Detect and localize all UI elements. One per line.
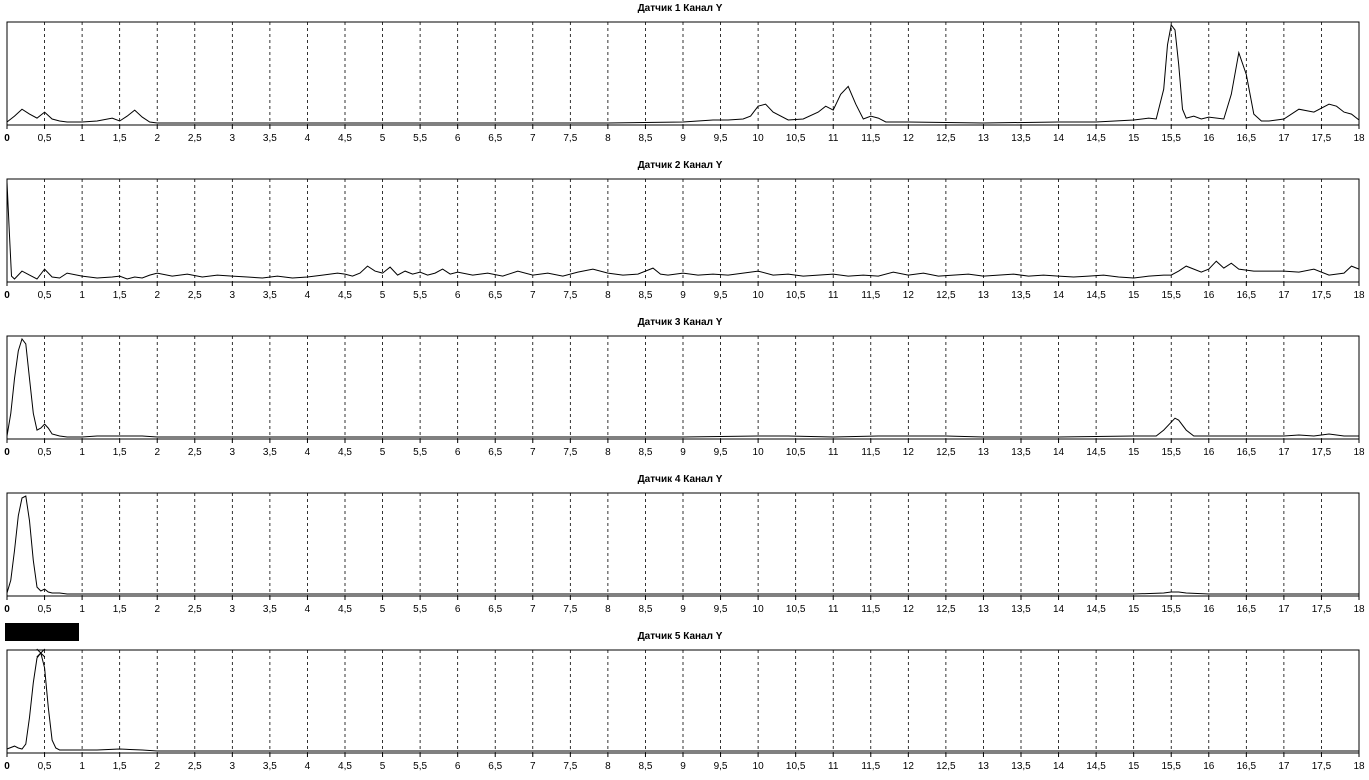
panel-2-x-tick-label: 17 — [1278, 290, 1290, 301]
panel-4-x-tick-label: 7,5 — [563, 604, 578, 615]
panel-1-x-tick-label: 11,5 — [861, 133, 881, 144]
panel-3-x-tick-label: 17,5 — [1311, 447, 1332, 458]
panel-5-x-tick-label: 9,5 — [713, 761, 728, 772]
panel-5-x-tick-label: 8,5 — [638, 761, 653, 772]
panel-2-x-tick-label: 12 — [902, 290, 914, 301]
panel-5-x-tick-label: 3,5 — [262, 761, 277, 772]
panel-5-x-tick-label: 18 — [1353, 761, 1365, 772]
panel-1-x-tick-label: 15 — [1128, 133, 1140, 144]
panel-1-x-tick-label: 6 — [454, 133, 461, 144]
panel-4-x-tick-label: 3,5 — [262, 604, 277, 615]
panel-5-x-tick-label: 14,5 — [1086, 761, 1106, 772]
panel-3-x-tick-label: 18 — [1353, 447, 1365, 458]
panel-4-plot-frame — [7, 493, 1359, 596]
panel-5-x-tick-label: 8 — [605, 761, 611, 772]
panel-1-x-tick-label: 14 — [1052, 133, 1065, 144]
panel-4-x-tick-label: 5,5 — [413, 604, 428, 615]
panel-2-x-tick-label: 10,5 — [785, 290, 806, 301]
panel-2-title: Датчик 2 Канал Y — [637, 160, 723, 171]
panel-1-x-tick-label: 12 — [902, 133, 914, 144]
panel-5-x-tick-label: 4 — [304, 761, 311, 772]
panel-2-x-tick-label: 15 — [1128, 290, 1140, 301]
panel-4-x-tick-label: 2 — [154, 604, 161, 615]
panel-3-x-tick-label: 13 — [977, 447, 990, 458]
panel-5-x-tick-label: 12,5 — [936, 761, 956, 772]
panel-5-plot-frame — [7, 650, 1359, 753]
panel-1-x-tick-label: 2 — [154, 133, 161, 144]
panel-1-x-tick-label: 4,5 — [338, 133, 352, 144]
panel-1-x-tick-label: 7 — [529, 133, 536, 144]
panel-1-x-tick-label: 4 — [304, 133, 311, 144]
panel-2-x-tick-label: 9 — [680, 290, 686, 301]
panel-5-x-tick-label: 11 — [828, 761, 839, 772]
panel-5-x-tick-label: 16,5 — [1236, 761, 1257, 772]
panel-4-x-tick-label: 13 — [977, 604, 990, 615]
panel-1-x-tick-label: 13,5 — [1011, 133, 1031, 144]
panel-5-x-tick-label: 17 — [1278, 761, 1290, 772]
panel-2-x-tick-label: 17,5 — [1311, 290, 1332, 301]
panel-4-x-tick-label: 9 — [680, 604, 686, 615]
panel-2-x-tick-label: 6,5 — [488, 290, 503, 301]
panel-2-x-tick-label: 16 — [1203, 290, 1215, 301]
panel-1-x-tick-label: 5 — [379, 133, 386, 144]
panel-4-x-tick-label: 17,5 — [1311, 604, 1332, 615]
panel-3-x-tick-label: 0 — [4, 447, 10, 458]
panel-4-x-tick-label: 15 — [1128, 604, 1140, 615]
panel-1-x-tick-label: 8 — [605, 133, 611, 144]
panel-5-x-tick-label: 6 — [454, 761, 461, 772]
panel-3-x-tick-label: 1 — [79, 447, 85, 458]
panel-3-x-tick-label: 8 — [605, 447, 611, 458]
panel-3-x-tick-label: 13,5 — [1011, 447, 1031, 458]
panel-4-x-tick-label: 1,5 — [112, 604, 127, 615]
panel-5-x-tick-label: 16 — [1203, 761, 1215, 772]
panel-3-x-tick-label: 6 — [454, 447, 461, 458]
panel-5-x-tick-label: 11,5 — [861, 761, 881, 772]
panel-2-x-tick-label: 1,5 — [112, 290, 127, 301]
panel-1-x-tick-label: 16 — [1203, 133, 1215, 144]
panel-3-x-tick-label: 0,5 — [37, 447, 52, 458]
panel-4-x-tick-label: 11 — [828, 604, 839, 615]
panel-1-x-tick-label: 17 — [1278, 133, 1290, 144]
panel-3-x-tick-label: 6,5 — [488, 447, 503, 458]
panel-3-x-tick-label: 14 — [1052, 447, 1065, 458]
panel-5-x-tick-label: 6,5 — [488, 761, 503, 772]
panel-2-x-tick-label: 12,5 — [936, 290, 956, 301]
panel-4-x-tick-label: 1 — [79, 604, 85, 615]
panel-1-x-tick-label: 6,5 — [488, 133, 503, 144]
panel-1-x-tick-label: 5,5 — [413, 133, 428, 144]
panel-4-x-tick-label: 10 — [752, 604, 764, 615]
panel-1-x-tick-label: 12,5 — [936, 133, 956, 144]
panel-4-title: Датчик 4 Канал Y — [637, 474, 723, 485]
panel-2-x-tick-label: 5 — [379, 290, 386, 301]
panel-2-x-tick-label: 13 — [977, 290, 990, 301]
panel-2-x-tick-label: 8 — [605, 290, 611, 301]
panel-1-plot-frame — [7, 22, 1359, 125]
panel-5-x-tick-label: 13 — [977, 761, 990, 772]
panel-1-x-tick-label: 11 — [828, 133, 839, 144]
panel-1-x-tick-label: 3,5 — [262, 133, 277, 144]
panel-5-x-tick-label: 4,5 — [338, 761, 352, 772]
panel-3-x-tick-label: 5,5 — [413, 447, 428, 458]
panel-5-x-tick-label: 13,5 — [1011, 761, 1031, 772]
panel-3-x-tick-label: 8,5 — [638, 447, 653, 458]
panel-2-plot-frame — [7, 179, 1359, 282]
panel-4-x-tick-label: 0,5 — [37, 604, 52, 615]
panel-3-x-tick-label: 1,5 — [112, 447, 127, 458]
panel-1-x-tick-label: 18 — [1353, 133, 1365, 144]
panel-1-x-tick-label: 9,5 — [713, 133, 728, 144]
panel-3-x-tick-label: 3,5 — [262, 447, 277, 458]
panel-2-x-tick-label: 11 — [828, 290, 839, 301]
panel-3-x-tick-label: 2 — [154, 447, 161, 458]
panel-4-x-tick-label: 18 — [1353, 604, 1365, 615]
panel-3-x-tick-label: 15,5 — [1161, 447, 1181, 458]
panel-3-x-tick-label: 4 — [304, 447, 311, 458]
panel-4-x-tick-label: 5 — [379, 604, 386, 615]
panel-1-x-tick-label: 16,5 — [1236, 133, 1257, 144]
panel-4-x-tick-label: 16 — [1203, 604, 1215, 615]
panel-1-x-tick-label: 3 — [229, 133, 236, 144]
panel-2-x-tick-label: 0,5 — [37, 290, 52, 301]
panel-5-x-tick-label: 0,5 — [37, 761, 52, 772]
panel-2-x-tick-label: 0 — [4, 290, 10, 301]
panel-2-x-tick-label: 1 — [79, 290, 85, 301]
panel-2-x-tick-label: 4,5 — [338, 290, 352, 301]
panel-3-x-tick-label: 12,5 — [936, 447, 956, 458]
panel-4-x-tick-label: 14,5 — [1086, 604, 1106, 615]
panel-2-x-tick-label: 3 — [229, 290, 236, 301]
panel-3-x-tick-label: 9,5 — [713, 447, 728, 458]
panel-4-x-tick-label: 11,5 — [861, 604, 881, 615]
panel-3-x-tick-label: 16,5 — [1236, 447, 1257, 458]
panel-5-x-tick-label: 14 — [1052, 761, 1065, 772]
panel-1-x-tick-label: 1 — [79, 133, 85, 144]
panel-4-x-tick-label: 4,5 — [338, 604, 352, 615]
panel-3-x-tick-label: 17 — [1278, 447, 1290, 458]
panel-3-x-tick-label: 12 — [902, 447, 914, 458]
panel-5-x-tick-label: 7,5 — [563, 761, 578, 772]
panel-3-x-tick-label: 7 — [529, 447, 536, 458]
panel-1-x-tick-label: 14,5 — [1086, 133, 1106, 144]
panel-3-x-tick-label: 3 — [229, 447, 236, 458]
panel-2-x-tick-label: 3,5 — [262, 290, 277, 301]
panel-5-x-tick-label: 5,5 — [413, 761, 428, 772]
panel-4-x-tick-label: 13,5 — [1011, 604, 1031, 615]
panel-5-x-tick-label: 10,5 — [785, 761, 806, 772]
panel-1-x-tick-label: 1,5 — [112, 133, 127, 144]
panel-1-x-tick-label: 0,5 — [37, 133, 52, 144]
panel-3-x-tick-label: 16 — [1203, 447, 1215, 458]
panel-1-x-tick-label: 13 — [977, 133, 990, 144]
panel-3-x-tick-label: 7,5 — [563, 447, 578, 458]
panel-3-x-tick-label: 14,5 — [1086, 447, 1106, 458]
panel-2-x-tick-label: 11,5 — [861, 290, 881, 301]
panel-1-x-tick-label: 7,5 — [563, 133, 578, 144]
panel-2-x-tick-label: 6 — [454, 290, 461, 301]
panel-2-x-tick-label: 4 — [304, 290, 311, 301]
panel-4-x-tick-label: 15,5 — [1161, 604, 1181, 615]
panel-1-x-tick-label: 8,5 — [638, 133, 653, 144]
panel-1-x-tick-label: 10,5 — [785, 133, 806, 144]
panel-3-x-tick-label: 2,5 — [187, 447, 202, 458]
panel-2-x-tick-label: 14,5 — [1086, 290, 1106, 301]
panel-3-x-tick-label: 10,5 — [785, 447, 806, 458]
panel-4-x-tick-label: 2,5 — [187, 604, 202, 615]
panel-1-title: Датчик 1 Канал Y — [637, 3, 723, 14]
panel-5-x-tick-label: 12 — [902, 761, 914, 772]
panel-2-x-tick-label: 14 — [1052, 290, 1065, 301]
panel-2-x-tick-label: 10 — [752, 290, 764, 301]
panel-5-x-tick-label: 3 — [229, 761, 236, 772]
panel-3-x-tick-label: 11,5 — [861, 447, 881, 458]
panel-2-x-tick-label: 2,5 — [187, 290, 202, 301]
panel-4-x-tick-label: 9,5 — [713, 604, 728, 615]
panel-5-x-tick-label: 17,5 — [1311, 761, 1332, 772]
panel-5-x-tick-label: 15,5 — [1161, 761, 1181, 772]
panel-5-x-tick-label: 7 — [529, 761, 536, 772]
panel-4-x-tick-label: 12 — [902, 604, 914, 615]
panel-3-x-tick-label: 4,5 — [338, 447, 352, 458]
panel-3-x-tick-label: 11 — [828, 447, 839, 458]
panel-2-x-tick-label: 8,5 — [638, 290, 653, 301]
panel-3-x-tick-label: 10 — [752, 447, 764, 458]
panel-4-x-tick-label: 4 — [304, 604, 311, 615]
panel-2-x-tick-label: 16,5 — [1236, 290, 1257, 301]
panel-4-x-tick-label: 8 — [605, 604, 611, 615]
panel-4-x-tick-label: 12,5 — [936, 604, 956, 615]
panel-1-x-tick-label: 2,5 — [187, 133, 202, 144]
panel-4-x-tick-label: 0 — [4, 604, 10, 615]
panel-5-title: Датчик 5 Канал Y — [637, 631, 723, 642]
panel-5-x-tick-label: 1 — [79, 761, 85, 772]
panel-5-x-tick-label: 1,5 — [112, 761, 127, 772]
panel-2-x-tick-label: 15,5 — [1161, 290, 1181, 301]
panel-1-x-tick-label: 9 — [680, 133, 686, 144]
panel-1-x-tick-label: 0 — [4, 133, 10, 144]
panel-2-x-tick-label: 5,5 — [413, 290, 428, 301]
panel-2-x-tick-label: 13,5 — [1011, 290, 1031, 301]
panel-5-x-tick-label: 2 — [154, 761, 161, 772]
panel-4-x-tick-label: 8,5 — [638, 604, 653, 615]
panel-2-x-tick-label: 7,5 — [563, 290, 578, 301]
panel-2-x-tick-label: 7 — [529, 290, 536, 301]
panel-5-x-tick-label: 10 — [752, 761, 764, 772]
panel-5-x-tick-label: 5 — [379, 761, 386, 772]
cursor-readout-box — [5, 623, 79, 641]
panel-4-x-tick-label: 14 — [1052, 604, 1065, 615]
panel-5-x-tick-label: 0 — [4, 761, 10, 772]
panel-1-x-tick-label: 10 — [752, 133, 764, 144]
panel-5-x-tick-label: 2,5 — [187, 761, 202, 772]
panel-4-x-tick-label: 3 — [229, 604, 236, 615]
panel-2-x-tick-label: 18 — [1353, 290, 1365, 301]
panel-4-x-tick-label: 6,5 — [488, 604, 503, 615]
panel-2-x-tick-label: 2 — [154, 290, 161, 301]
panel-5-x-tick-label: 15 — [1128, 761, 1140, 772]
panel-4-x-tick-label: 16,5 — [1236, 604, 1257, 615]
panel-1-x-tick-label: 15,5 — [1161, 133, 1181, 144]
panel-1-x-tick-label: 17,5 — [1311, 133, 1332, 144]
panel-3-x-tick-label: 15 — [1128, 447, 1140, 458]
panel-3-title: Датчик 3 Канал Y — [637, 317, 723, 328]
panel-3-plot-frame — [7, 336, 1359, 439]
panel-5-x-tick-label: 9 — [680, 761, 686, 772]
panel-3-x-tick-label: 5 — [379, 447, 386, 458]
panel-3-x-tick-label: 9 — [680, 447, 686, 458]
panel-4-x-tick-label: 10,5 — [785, 604, 806, 615]
panel-4-x-tick-label: 6 — [454, 604, 461, 615]
panel-2-x-tick-label: 9,5 — [713, 290, 728, 301]
panel-4-x-tick-label: 17 — [1278, 604, 1290, 615]
panel-4-x-tick-label: 7 — [529, 604, 536, 615]
